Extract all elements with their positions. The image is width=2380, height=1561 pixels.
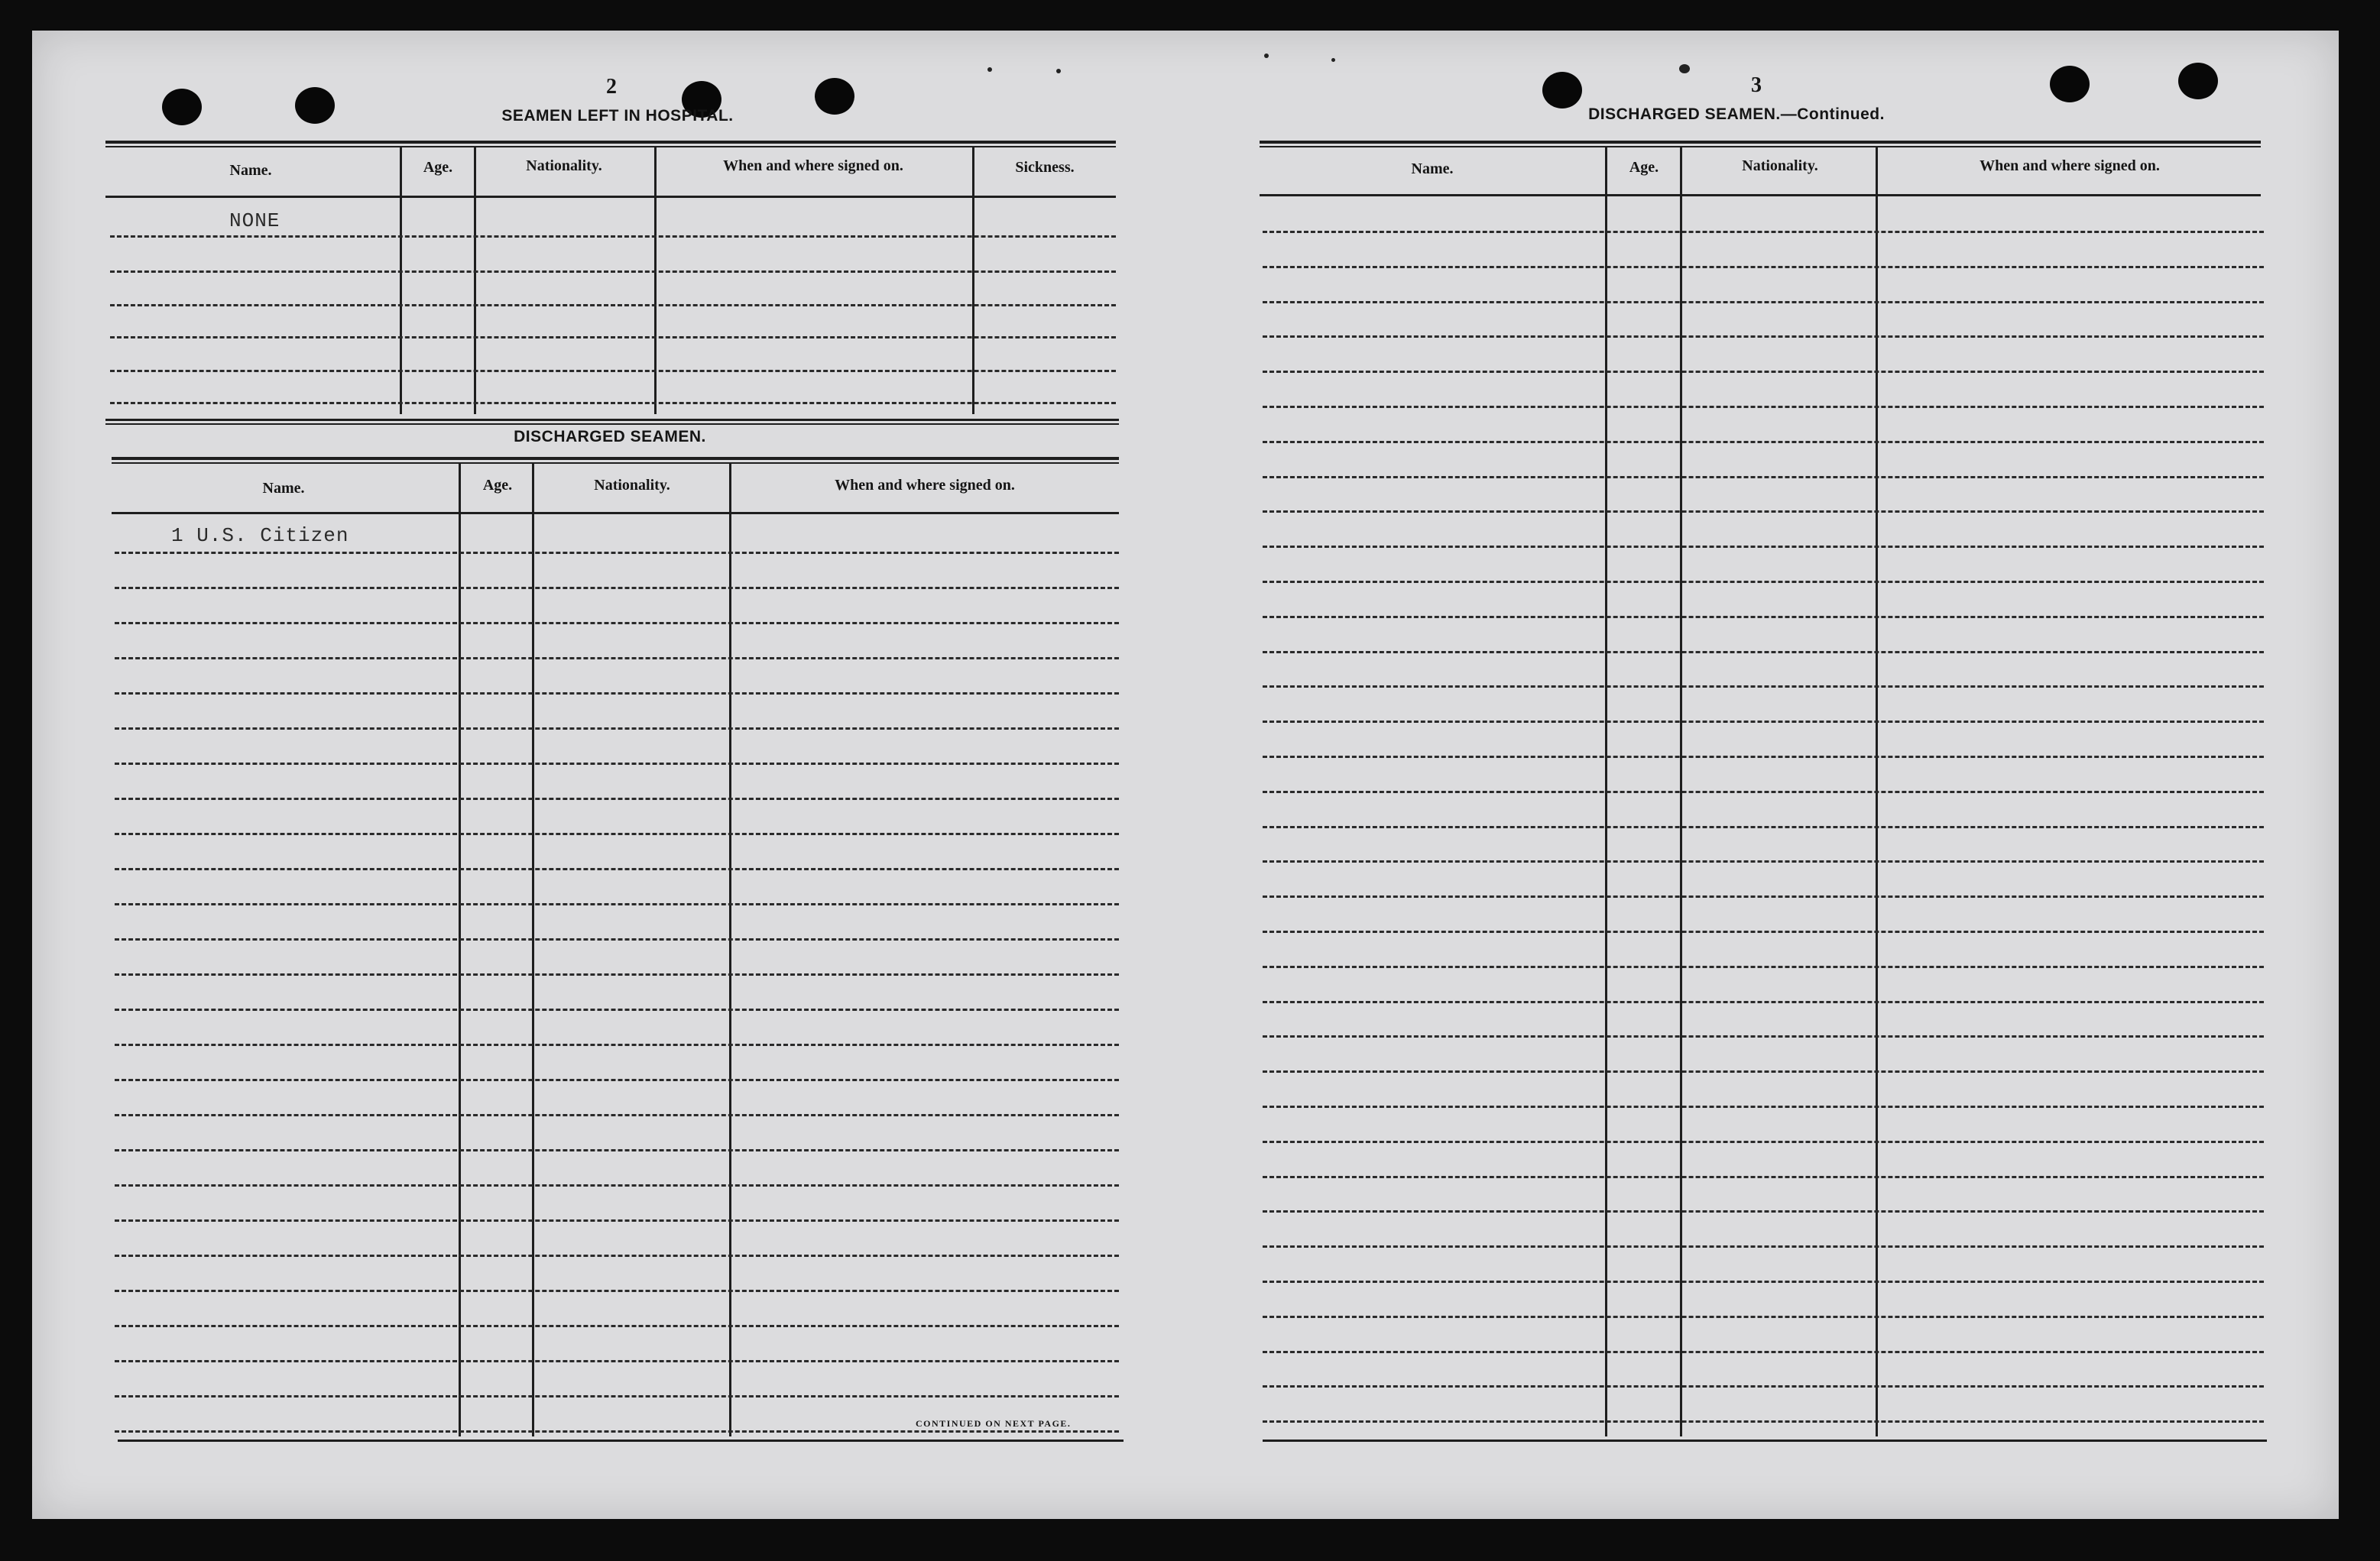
entry-line [115, 587, 1119, 589]
discharged-section-title: DISCHARGED SEAMEN. [514, 428, 706, 445]
rule [105, 423, 1119, 425]
speck [1264, 53, 1269, 58]
entry-line [115, 552, 1119, 554]
entry-line [1263, 581, 2264, 583]
bottom-rule [1263, 1440, 2267, 1442]
discharged-continued-title: DISCHARGED SEAMEN.—Continued. [1588, 105, 1885, 123]
entry-line [1263, 756, 2264, 758]
entry-line [1263, 476, 2264, 478]
entry-line [115, 657, 1119, 659]
col-header-age: Age. [423, 159, 453, 176]
entry-line [1263, 231, 2264, 233]
entry-line [115, 1114, 1119, 1116]
rule [1260, 141, 2261, 144]
entry-line [115, 1184, 1119, 1187]
punch-hole [1542, 72, 1582, 108]
entry-line [115, 622, 1119, 624]
entry-line [110, 336, 1116, 338]
entry-line [110, 402, 1116, 404]
col-header-name: Name. [229, 162, 272, 179]
rule [1260, 146, 2261, 147]
entry-line [115, 973, 1119, 976]
entry-line [1263, 1001, 2264, 1003]
entry-line [1263, 1420, 2264, 1423]
entry-line [1263, 966, 2264, 968]
entry-line [1263, 546, 2264, 548]
entry-line [1263, 826, 2264, 828]
entry-line [1263, 1035, 2264, 1038]
entry-line [110, 370, 1116, 372]
col-header-signed-on: When and where signed on. [835, 477, 1015, 494]
col-header-signed-on: When and where signed on. [1980, 157, 2160, 174]
entry-line [115, 1325, 1119, 1327]
entry-line [1263, 1141, 2264, 1143]
entry-line [1263, 860, 2264, 863]
entry-line [110, 304, 1116, 306]
entry-line [1263, 301, 2264, 303]
entry-line [115, 692, 1119, 695]
col-header-nationality: Nationality. [594, 477, 670, 494]
column-divider [474, 147, 476, 414]
col-header-nationality: Nationality. [1742, 157, 1818, 174]
column-divider [972, 147, 974, 414]
punch-hole [2050, 66, 2090, 102]
page-number: 3 [1751, 73, 1762, 97]
entry-line [1263, 1210, 2264, 1213]
entry-line [115, 727, 1119, 730]
rule [112, 462, 1119, 464]
entry-line [1263, 1316, 2264, 1318]
bottom-rule [118, 1440, 1124, 1442]
entry-line [1263, 266, 2264, 268]
col-header-nationality: Nationality. [526, 157, 602, 174]
discharged-entry: 1 U.S. Citizen [171, 524, 349, 547]
entry-line [1263, 895, 2264, 898]
entry-line [115, 1430, 1119, 1433]
rule [105, 146, 1116, 147]
speck [1679, 64, 1690, 73]
punch-hole [815, 78, 854, 115]
entry-line [115, 1149, 1119, 1151]
entry-line [115, 1255, 1119, 1257]
scanned-form [32, 31, 2339, 1519]
entry-line [1263, 721, 2264, 723]
header-underline [112, 512, 1119, 514]
col-header-age: Age. [482, 477, 513, 494]
rule [112, 457, 1119, 460]
punch-hole [162, 89, 202, 125]
entry-line [115, 763, 1119, 765]
rule [105, 419, 1119, 421]
entry-line [1263, 1245, 2264, 1248]
col-header-sickness: Sickness. [1015, 159, 1075, 176]
hospital-entry: NONE [229, 209, 280, 232]
col-header-name: Name. [1411, 160, 1454, 177]
punch-hole [2178, 63, 2218, 99]
entry-line [1263, 441, 2264, 443]
entry-line [115, 1079, 1119, 1081]
entry-line [1263, 1385, 2264, 1388]
entry-line [1263, 1106, 2264, 1108]
entry-line [1263, 791, 2264, 793]
entry-line [115, 1395, 1119, 1397]
entry-line [1263, 335, 2264, 338]
speck [1056, 69, 1061, 73]
entry-line [115, 938, 1119, 941]
entry-line [115, 1219, 1119, 1222]
speck [987, 67, 992, 72]
entry-line [110, 235, 1116, 238]
entry-line [1263, 931, 2264, 933]
entry-line [115, 868, 1119, 870]
entry-line [115, 798, 1119, 800]
entry-line [1263, 1176, 2264, 1178]
col-header-age: Age. [1629, 159, 1659, 176]
header-underline [105, 196, 1116, 198]
entry-line [1263, 1351, 2264, 1353]
entry-line [115, 833, 1119, 835]
entry-line [1263, 616, 2264, 618]
entry-line [1263, 1070, 2264, 1073]
entry-line [1263, 685, 2264, 688]
entry-line [1263, 406, 2264, 408]
col-header-signed-on: When and where signed on. [723, 157, 903, 174]
entry-line [1263, 1281, 2264, 1283]
page-number: 2 [606, 75, 617, 99]
entry-line [115, 1009, 1119, 1011]
column-divider [400, 147, 402, 414]
entry-line [115, 1360, 1119, 1362]
continued-footer: CONTINUED ON NEXT PAGE. [916, 1418, 1072, 1429]
entry-line [115, 1290, 1119, 1292]
entry-line [1263, 651, 2264, 653]
speck [1331, 58, 1335, 62]
punch-hole [295, 87, 335, 124]
col-header-name: Name. [262, 480, 305, 497]
header-underline [1260, 194, 2261, 196]
entry-line [115, 1044, 1119, 1046]
entry-line [110, 270, 1116, 273]
rule [105, 141, 1116, 144]
hospital-section-title: SEAMEN LEFT IN HOSPITAL. [501, 107, 734, 125]
entry-line [1263, 510, 2264, 513]
entry-line [115, 903, 1119, 905]
column-divider [654, 147, 657, 414]
entry-line [1263, 371, 2264, 373]
